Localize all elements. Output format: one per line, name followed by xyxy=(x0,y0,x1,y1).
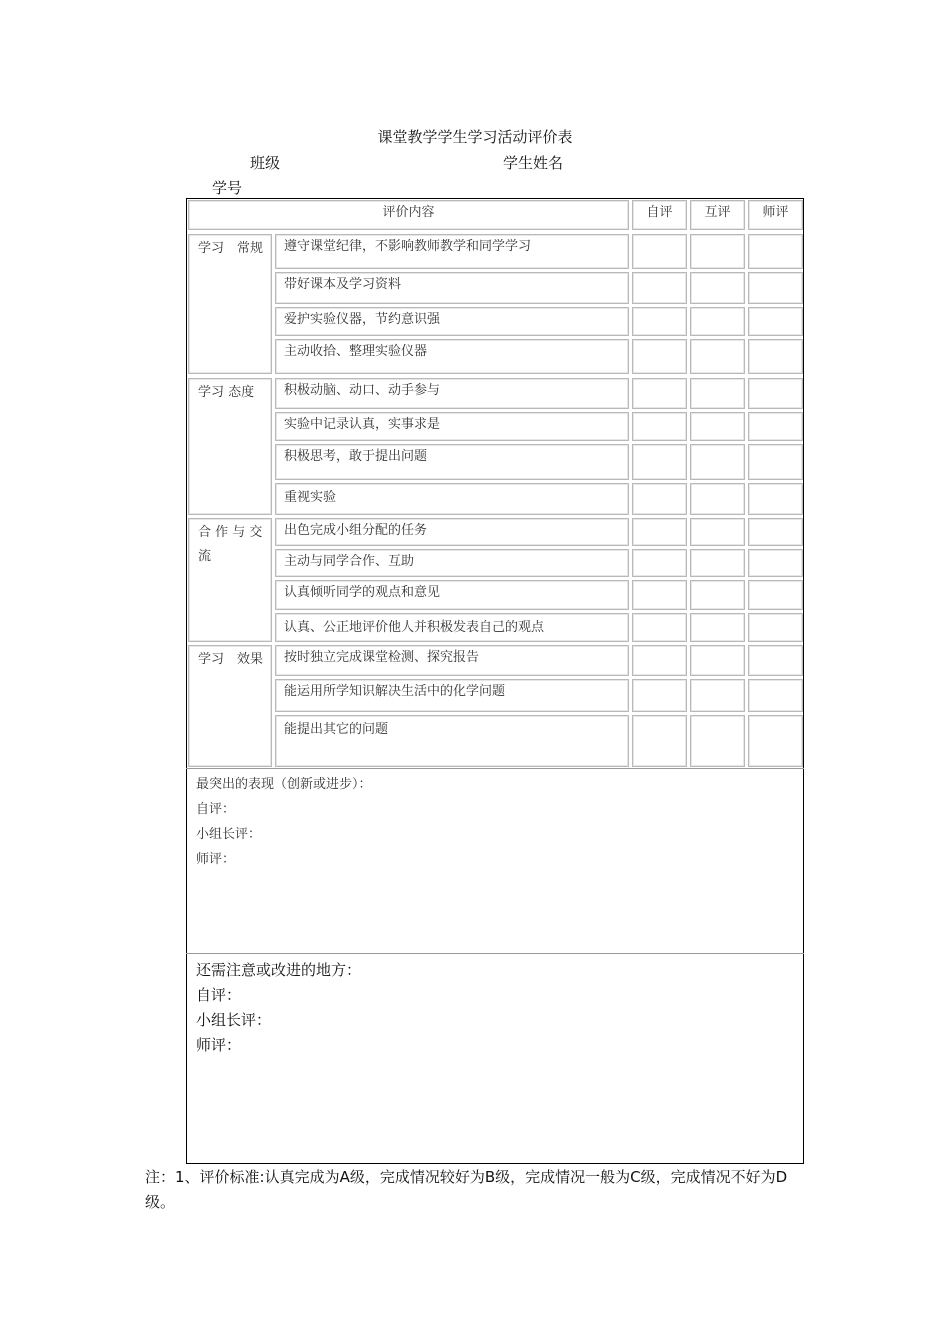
peer-score-cell[interactable] xyxy=(690,715,745,767)
self-score-cell[interactable] xyxy=(632,483,687,515)
category-cooperation: 合 作 与 交 流 xyxy=(188,518,272,642)
self-score-cell[interactable] xyxy=(632,234,687,269)
self-score-cell[interactable] xyxy=(632,645,687,676)
teacher-score-cell[interactable] xyxy=(748,412,803,441)
improvements-leader: 小组长评： xyxy=(196,1011,272,1029)
improvements-section[interactable] xyxy=(196,958,361,1058)
item-attitude-2: 实验中记录认真，实事求是 xyxy=(275,412,629,441)
peer-score-cell[interactable] xyxy=(690,307,745,336)
peer-score-cell[interactable] xyxy=(690,613,745,642)
self-score-cell[interactable] xyxy=(632,679,687,712)
category-routine: 学习 常规 xyxy=(188,234,272,374)
self-score-cell[interactable] xyxy=(632,715,687,767)
self-score-cell[interactable] xyxy=(632,580,687,610)
self-score-cell[interactable] xyxy=(632,613,687,642)
peer-score-cell[interactable] xyxy=(690,518,745,546)
peer-score-cell[interactable] xyxy=(690,679,745,712)
self-score-cell[interactable] xyxy=(632,272,687,304)
item-effect-1: 按时独立完成课堂检测、探究报告 xyxy=(275,645,629,676)
teacher-score-cell[interactable] xyxy=(748,272,803,304)
improvements-self: 自评： xyxy=(196,986,242,1004)
item-attitude-4: 重视实验 xyxy=(275,483,629,515)
teacher-score-cell[interactable] xyxy=(748,518,803,546)
teacher-score-cell[interactable] xyxy=(748,378,803,409)
page-title: 课堂教学学生学习活动评价表 xyxy=(377,128,573,146)
teacher-score-cell[interactable] xyxy=(748,580,803,610)
self-score-cell[interactable] xyxy=(632,549,687,577)
teacher-score-cell[interactable] xyxy=(748,645,803,676)
footnote: 注：1、评价标准:认真完成为A级，完成情况较好为B级，完成情况一般为C级，完成情况不好为D级。 xyxy=(145,1168,788,1211)
item-cooperation-1: 出色完成小组分配的任务 xyxy=(275,518,629,546)
peer-score-cell[interactable] xyxy=(690,580,745,610)
teacher-score-cell[interactable] xyxy=(748,679,803,712)
item-effect-3: 能提出其它的问题 xyxy=(275,715,629,767)
header-content: 评价内容 xyxy=(188,200,629,230)
teacher-score-cell[interactable] xyxy=(748,339,803,374)
class-label: 班级 xyxy=(250,154,281,172)
teacher-score-cell[interactable] xyxy=(748,444,803,480)
section-divider xyxy=(186,768,804,769)
item-attitude-1: 积极动脑、动口、动手参与 xyxy=(275,378,629,409)
category-effect: 学习 效果 xyxy=(188,645,272,767)
peer-score-cell[interactable] xyxy=(690,483,745,515)
teacher-score-cell[interactable] xyxy=(748,307,803,336)
student-id-label: 学号 xyxy=(212,179,243,197)
category-attitude: 学习 态度 xyxy=(188,378,272,515)
highlights-title: 最突出的表现（创新或进步）： xyxy=(196,777,372,792)
item-cooperation-3: 认真倾听同学的观点和意见 xyxy=(275,580,629,610)
improvements-teacher: 师评： xyxy=(196,1036,242,1054)
item-effect-2: 能运用所学知识解决生活中的化学问题 xyxy=(275,679,629,712)
highlights-self: 自评： xyxy=(196,802,236,817)
peer-score-cell[interactable] xyxy=(690,645,745,676)
item-attitude-3: 积极思考，敢于提出问题 xyxy=(275,444,629,480)
peer-score-cell[interactable] xyxy=(690,339,745,374)
header-teacher: 师评 xyxy=(748,200,803,230)
highlights-section[interactable] xyxy=(196,772,372,872)
self-score-cell[interactable] xyxy=(632,412,687,441)
teacher-score-cell[interactable] xyxy=(748,234,803,269)
item-cooperation-2: 主动与同学合作、互助 xyxy=(275,549,629,577)
peer-score-cell[interactable] xyxy=(690,378,745,409)
self-score-cell[interactable] xyxy=(632,444,687,480)
self-score-cell[interactable] xyxy=(632,307,687,336)
peer-score-cell[interactable] xyxy=(690,234,745,269)
header-peer: 互评 xyxy=(690,200,745,230)
item-routine-4: 主动收拾、整理实验仪器 xyxy=(275,339,629,374)
item-cooperation-4: 认真、公正地评价他人并积极发表自己的观点 xyxy=(275,613,629,642)
item-routine-2: 带好课本及学习资料 xyxy=(275,272,629,304)
peer-score-cell[interactable] xyxy=(690,549,745,577)
peer-score-cell[interactable] xyxy=(690,412,745,441)
peer-score-cell[interactable] xyxy=(690,444,745,480)
student-name-label: 学生姓名 xyxy=(503,154,564,172)
item-routine-3: 爱护实验仪器，节约意识强 xyxy=(275,307,629,336)
teacher-score-cell[interactable] xyxy=(748,483,803,515)
self-score-cell[interactable] xyxy=(632,339,687,374)
section-divider xyxy=(186,953,804,954)
self-score-cell[interactable] xyxy=(632,518,687,546)
teacher-score-cell[interactable] xyxy=(748,549,803,577)
teacher-score-cell[interactable] xyxy=(748,613,803,642)
highlights-teacher: 师评： xyxy=(196,852,236,867)
improvements-title: 还需注意或改进的地方： xyxy=(196,961,362,979)
teacher-score-cell[interactable] xyxy=(748,715,803,767)
self-score-cell[interactable] xyxy=(632,378,687,409)
highlights-leader: 小组长评： xyxy=(196,827,262,842)
item-routine-1: 遵守课堂纪律，不影响教师教学和同学学习 xyxy=(275,234,629,269)
header-self: 自评 xyxy=(632,200,687,230)
peer-score-cell[interactable] xyxy=(690,272,745,304)
